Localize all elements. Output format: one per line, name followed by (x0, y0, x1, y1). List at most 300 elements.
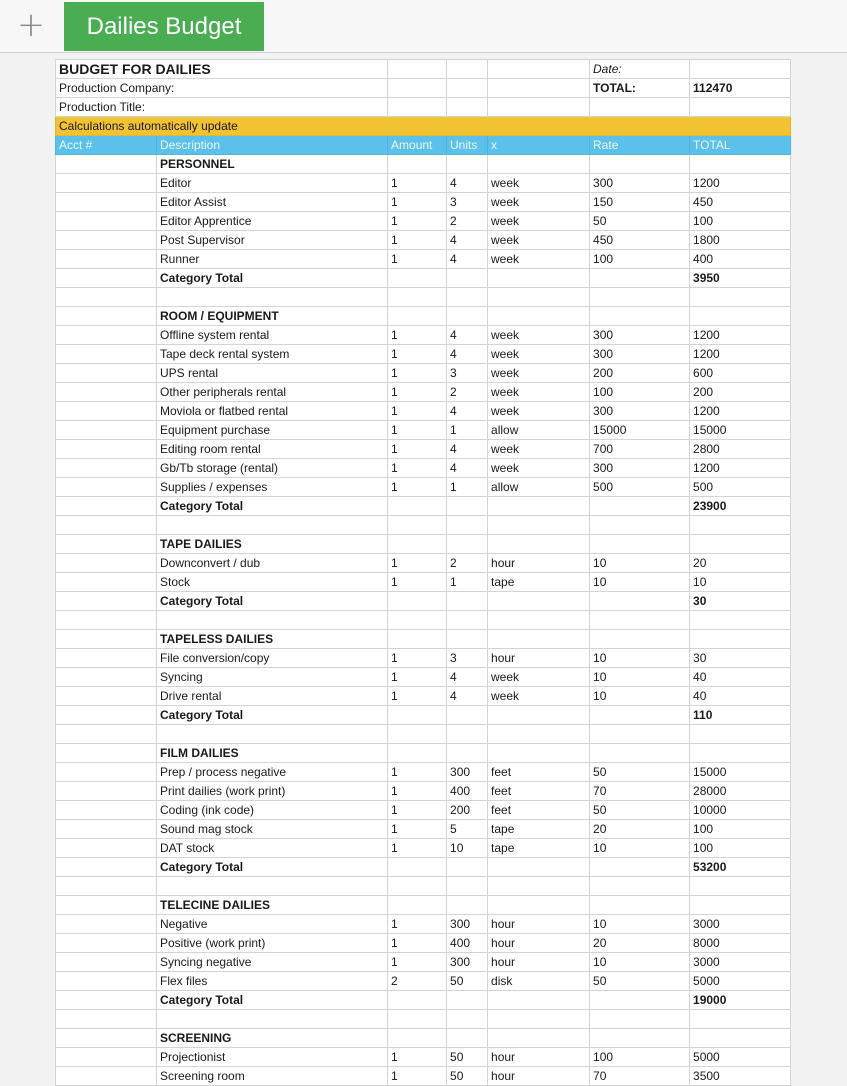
cell[interactable] (488, 896, 590, 915)
cell[interactable] (56, 516, 157, 535)
cell[interactable] (388, 60, 447, 79)
grand-total-value[interactable]: 112470 (690, 79, 791, 98)
item-rate[interactable]: 15000 (590, 421, 690, 440)
category-total-value[interactable]: 23900 (690, 497, 791, 516)
category-name[interactable]: FILM DAILIES (157, 744, 388, 763)
item-x[interactable]: week (488, 231, 590, 250)
cell[interactable] (388, 1029, 447, 1048)
cell[interactable] (690, 896, 791, 915)
cell[interactable] (488, 98, 590, 117)
item-amount[interactable]: 1 (388, 820, 447, 839)
item-units[interactable]: 300 (447, 953, 488, 972)
sheet-title[interactable]: BUDGET FOR DAILIES (56, 60, 388, 79)
cell[interactable] (690, 535, 791, 554)
acct-cell[interactable] (56, 953, 157, 972)
item-amount[interactable]: 1 (388, 782, 447, 801)
acct-cell[interactable] (56, 478, 157, 497)
cell[interactable] (590, 706, 690, 725)
cell[interactable] (388, 307, 447, 326)
cell[interactable] (388, 611, 447, 630)
cell[interactable] (157, 288, 388, 307)
item-x[interactable]: hour (488, 934, 590, 953)
item-total[interactable]: 5000 (690, 1048, 791, 1067)
item-description[interactable]: Moviola or flatbed rental (157, 402, 388, 421)
cell[interactable] (388, 592, 447, 611)
cell[interactable] (590, 288, 690, 307)
item-amount[interactable]: 1 (388, 915, 447, 934)
cell[interactable] (56, 1010, 157, 1029)
header-acct[interactable]: Acct # (56, 136, 157, 155)
cell[interactable] (590, 896, 690, 915)
item-x[interactable]: week (488, 440, 590, 459)
cell[interactable] (488, 288, 590, 307)
item-total[interactable]: 600 (690, 364, 791, 383)
cell[interactable] (447, 592, 488, 611)
item-rate[interactable]: 50 (590, 763, 690, 782)
item-total[interactable]: 8000 (690, 934, 791, 953)
date-label[interactable]: Date: (590, 60, 690, 79)
item-description[interactable]: Editing room rental (157, 440, 388, 459)
item-x[interactable]: hour (488, 554, 590, 573)
acct-cell[interactable] (56, 820, 157, 839)
item-rate[interactable]: 100 (590, 1048, 690, 1067)
item-amount[interactable]: 1 (388, 763, 447, 782)
item-rate[interactable]: 10 (590, 915, 690, 934)
cell[interactable] (388, 877, 447, 896)
item-units[interactable]: 50 (447, 972, 488, 991)
cell[interactable] (388, 744, 447, 763)
item-rate[interactable]: 700 (590, 440, 690, 459)
item-amount[interactable]: 1 (388, 573, 447, 592)
item-total[interactable]: 1200 (690, 402, 791, 421)
item-total[interactable]: 200 (690, 383, 791, 402)
item-description[interactable]: File conversion/copy (157, 649, 388, 668)
item-units[interactable]: 4 (447, 440, 488, 459)
item-x[interactable]: hour (488, 1048, 590, 1067)
header-total[interactable]: TOTAL (690, 136, 791, 155)
category-total-label[interactable]: Category Total (157, 592, 388, 611)
cell[interactable] (590, 516, 690, 535)
cell[interactable] (447, 98, 488, 117)
header-amount[interactable]: Amount (388, 136, 447, 155)
item-rate[interactable]: 450 (590, 231, 690, 250)
item-units[interactable]: 1 (447, 421, 488, 440)
cell[interactable] (590, 155, 690, 174)
cell[interactable] (447, 288, 488, 307)
item-units[interactable]: 400 (447, 782, 488, 801)
cell[interactable] (488, 535, 590, 554)
header-units[interactable]: Units (447, 136, 488, 155)
item-units[interactable]: 2 (447, 212, 488, 231)
item-rate[interactable]: 300 (590, 174, 690, 193)
cell[interactable] (388, 535, 447, 554)
item-total[interactable]: 10000 (690, 801, 791, 820)
acct-cell[interactable] (56, 345, 157, 364)
cell[interactable] (388, 269, 447, 288)
item-rate[interactable]: 500 (590, 478, 690, 497)
cell[interactable] (447, 516, 488, 535)
acct-cell[interactable] (56, 972, 157, 991)
cell[interactable] (488, 516, 590, 535)
cell[interactable] (590, 592, 690, 611)
item-rate[interactable]: 10 (590, 953, 690, 972)
header-description[interactable]: Description (157, 136, 388, 155)
category-name[interactable]: ROOM / EQUIPMENT (157, 307, 388, 326)
cell[interactable] (590, 1010, 690, 1029)
acct-cell[interactable] (56, 1029, 157, 1048)
item-rate[interactable]: 10 (590, 687, 690, 706)
cell[interactable] (590, 744, 690, 763)
cell[interactable] (590, 725, 690, 744)
acct-cell[interactable] (56, 744, 157, 763)
cell[interactable] (388, 858, 447, 877)
item-rate[interactable]: 10 (590, 668, 690, 687)
item-units[interactable]: 3 (447, 193, 488, 212)
item-x[interactable]: feet (488, 782, 590, 801)
item-amount[interactable]: 2 (388, 972, 447, 991)
cell[interactable] (447, 155, 488, 174)
item-x[interactable]: week (488, 668, 590, 687)
category-total-label[interactable]: Category Total (157, 269, 388, 288)
cell[interactable] (56, 611, 157, 630)
cell[interactable] (447, 630, 488, 649)
item-amount[interactable]: 1 (388, 687, 447, 706)
production-title-label[interactable]: Production Title: (56, 98, 388, 117)
item-units[interactable]: 10 (447, 839, 488, 858)
item-x[interactable]: week (488, 364, 590, 383)
category-name[interactable]: TAPE DAILIES (157, 535, 388, 554)
item-x[interactable]: week (488, 326, 590, 345)
cell[interactable] (488, 706, 590, 725)
cell[interactable] (447, 744, 488, 763)
item-x[interactable]: allow (488, 478, 590, 497)
item-description[interactable]: Projectionist (157, 1048, 388, 1067)
cell[interactable] (590, 497, 690, 516)
date-value-cell[interactable] (690, 60, 791, 79)
item-x[interactable]: week (488, 193, 590, 212)
item-x[interactable]: week (488, 174, 590, 193)
item-total[interactable]: 1800 (690, 231, 791, 250)
item-units[interactable]: 50 (447, 1067, 488, 1086)
item-description[interactable]: Editor (157, 174, 388, 193)
category-total-value[interactable]: 19000 (690, 991, 791, 1010)
item-description[interactable]: Flex files (157, 972, 388, 991)
item-rate[interactable]: 100 (590, 383, 690, 402)
item-x[interactable]: week (488, 459, 590, 478)
item-total[interactable]: 3500 (690, 1067, 791, 1086)
cell[interactable] (56, 877, 157, 896)
item-amount[interactable]: 1 (388, 649, 447, 668)
item-description[interactable]: Other peripherals rental (157, 383, 388, 402)
cell[interactable] (590, 98, 690, 117)
header-rate[interactable]: Rate (590, 136, 690, 155)
cell[interactable] (488, 1010, 590, 1029)
cell[interactable] (447, 497, 488, 516)
cell[interactable] (388, 1010, 447, 1029)
cell[interactable] (447, 307, 488, 326)
item-total[interactable]: 20 (690, 554, 791, 573)
cell[interactable] (488, 307, 590, 326)
item-description[interactable]: Post Supervisor (157, 231, 388, 250)
item-x[interactable]: hour (488, 1067, 590, 1086)
acct-cell[interactable] (56, 250, 157, 269)
item-description[interactable]: Runner (157, 250, 388, 269)
item-units[interactable]: 4 (447, 402, 488, 421)
cell[interactable] (590, 535, 690, 554)
item-amount[interactable]: 1 (388, 554, 447, 573)
add-sheet-button[interactable] (14, 5, 48, 45)
item-description[interactable]: Drive rental (157, 687, 388, 706)
cell[interactable] (690, 611, 791, 630)
acct-cell[interactable] (56, 269, 157, 288)
item-rate[interactable]: 150 (590, 193, 690, 212)
acct-cell[interactable] (56, 782, 157, 801)
item-rate[interactable]: 300 (590, 345, 690, 364)
item-amount[interactable]: 1 (388, 326, 447, 345)
acct-cell[interactable] (56, 326, 157, 345)
item-x[interactable]: hour (488, 953, 590, 972)
item-amount[interactable]: 1 (388, 364, 447, 383)
item-description[interactable]: DAT stock (157, 839, 388, 858)
acct-cell[interactable] (56, 193, 157, 212)
acct-cell[interactable] (56, 174, 157, 193)
acct-cell[interactable] (56, 383, 157, 402)
item-description[interactable]: Downconvert / dub (157, 554, 388, 573)
cell[interactable] (388, 630, 447, 649)
cell[interactable] (590, 1029, 690, 1048)
item-units[interactable]: 4 (447, 345, 488, 364)
item-description[interactable]: Sound mag stock (157, 820, 388, 839)
production-company-label[interactable]: Production Company: (56, 79, 388, 98)
cell[interactable] (590, 611, 690, 630)
cell[interactable] (157, 1010, 388, 1029)
item-amount[interactable]: 1 (388, 440, 447, 459)
category-total-value[interactable]: 110 (690, 706, 791, 725)
cell[interactable] (488, 60, 590, 79)
acct-cell[interactable] (56, 934, 157, 953)
cell[interactable] (388, 516, 447, 535)
acct-cell[interactable] (56, 440, 157, 459)
item-amount[interactable]: 1 (388, 478, 447, 497)
item-total[interactable]: 28000 (690, 782, 791, 801)
item-total[interactable]: 500 (690, 478, 791, 497)
item-description[interactable]: Syncing (157, 668, 388, 687)
cell[interactable] (447, 611, 488, 630)
item-description[interactable]: Tape deck rental system (157, 345, 388, 364)
item-x[interactable]: week (488, 212, 590, 231)
item-total[interactable]: 450 (690, 193, 791, 212)
item-x[interactable]: tape (488, 839, 590, 858)
item-description[interactable]: Stock (157, 573, 388, 592)
item-amount[interactable]: 1 (388, 231, 447, 250)
item-x[interactable]: week (488, 383, 590, 402)
cell[interactable] (388, 896, 447, 915)
item-description[interactable]: UPS rental (157, 364, 388, 383)
acct-cell[interactable] (56, 763, 157, 782)
cell[interactable] (590, 877, 690, 896)
item-units[interactable]: 400 (447, 934, 488, 953)
item-amount[interactable]: 1 (388, 345, 447, 364)
item-units[interactable]: 4 (447, 231, 488, 250)
cell[interactable] (690, 307, 791, 326)
cell[interactable] (447, 896, 488, 915)
cell[interactable] (488, 497, 590, 516)
item-x[interactable]: hour (488, 649, 590, 668)
item-rate[interactable]: 10 (590, 573, 690, 592)
item-x[interactable]: week (488, 687, 590, 706)
cell[interactable] (690, 1029, 791, 1048)
item-description[interactable]: Coding (ink code) (157, 801, 388, 820)
acct-cell[interactable] (56, 402, 157, 421)
item-description[interactable]: Syncing negative (157, 953, 388, 972)
item-rate[interactable]: 10 (590, 839, 690, 858)
item-amount[interactable]: 1 (388, 668, 447, 687)
acct-cell[interactable] (56, 535, 157, 554)
cell[interactable] (388, 155, 447, 174)
cell[interactable] (447, 877, 488, 896)
acct-cell[interactable] (56, 364, 157, 383)
item-amount[interactable]: 1 (388, 1048, 447, 1067)
item-amount[interactable]: 1 (388, 421, 447, 440)
cell[interactable] (690, 288, 791, 307)
cell[interactable] (488, 592, 590, 611)
acct-cell[interactable] (56, 630, 157, 649)
acct-cell[interactable] (56, 155, 157, 174)
item-x[interactable]: allow (488, 421, 590, 440)
cell[interactable] (388, 288, 447, 307)
cell[interactable] (488, 877, 590, 896)
item-description[interactable]: Supplies / expenses (157, 478, 388, 497)
item-description[interactable]: Prep / process negative (157, 763, 388, 782)
cell[interactable] (488, 744, 590, 763)
item-units[interactable]: 50 (447, 1048, 488, 1067)
cell[interactable] (56, 725, 157, 744)
acct-cell[interactable] (56, 839, 157, 858)
cell[interactable] (447, 79, 488, 98)
item-description[interactable]: Equipment purchase (157, 421, 388, 440)
cell[interactable] (388, 706, 447, 725)
item-total[interactable]: 100 (690, 212, 791, 231)
item-amount[interactable]: 1 (388, 934, 447, 953)
item-total[interactable]: 100 (690, 839, 791, 858)
item-total[interactable]: 3000 (690, 953, 791, 972)
cell[interactable] (690, 98, 791, 117)
item-description[interactable]: Editor Apprentice (157, 212, 388, 231)
item-rate[interactable]: 50 (590, 212, 690, 231)
cell[interactable] (157, 516, 388, 535)
acct-cell[interactable] (56, 896, 157, 915)
cell[interactable] (488, 1029, 590, 1048)
category-total-label[interactable]: Category Total (157, 858, 388, 877)
item-amount[interactable]: 1 (388, 801, 447, 820)
item-description[interactable]: Offline system rental (157, 326, 388, 345)
cell[interactable] (690, 155, 791, 174)
cell[interactable] (388, 725, 447, 744)
item-units[interactable]: 4 (447, 326, 488, 345)
acct-cell[interactable] (56, 1048, 157, 1067)
cell[interactable] (488, 611, 590, 630)
item-rate[interactable]: 70 (590, 1067, 690, 1086)
item-units[interactable]: 1 (447, 573, 488, 592)
item-total[interactable]: 1200 (690, 345, 791, 364)
acct-cell[interactable] (56, 592, 157, 611)
item-rate[interactable]: 20 (590, 934, 690, 953)
acct-cell[interactable] (56, 1067, 157, 1086)
item-units[interactable]: 2 (447, 554, 488, 573)
item-total[interactable]: 10 (690, 573, 791, 592)
cell[interactable] (488, 858, 590, 877)
calc-note[interactable]: Calculations automatically update (56, 117, 791, 136)
cell[interactable] (447, 1010, 488, 1029)
cell[interactable] (157, 877, 388, 896)
cell[interactable] (447, 706, 488, 725)
item-x[interactable]: week (488, 345, 590, 364)
item-total[interactable]: 1200 (690, 459, 791, 478)
cell[interactable] (447, 991, 488, 1010)
cell[interactable] (447, 725, 488, 744)
cell[interactable] (157, 725, 388, 744)
item-units[interactable]: 4 (447, 174, 488, 193)
cell[interactable] (590, 858, 690, 877)
cell[interactable] (388, 79, 447, 98)
cell[interactable] (447, 1029, 488, 1048)
item-units[interactable]: 4 (447, 668, 488, 687)
cell[interactable] (388, 98, 447, 117)
cell[interactable] (388, 497, 447, 516)
cell[interactable] (690, 744, 791, 763)
item-rate[interactable]: 10 (590, 649, 690, 668)
item-rate[interactable]: 300 (590, 326, 690, 345)
item-x[interactable]: feet (488, 763, 590, 782)
item-amount[interactable]: 1 (388, 250, 447, 269)
item-amount[interactable]: 1 (388, 459, 447, 478)
category-total-value[interactable]: 3950 (690, 269, 791, 288)
item-total[interactable]: 15000 (690, 421, 791, 440)
cell[interactable] (590, 269, 690, 288)
acct-cell[interactable] (56, 421, 157, 440)
item-units[interactable]: 300 (447, 763, 488, 782)
item-rate[interactable]: 50 (590, 972, 690, 991)
item-units[interactable]: 4 (447, 687, 488, 706)
item-units[interactable]: 4 (447, 459, 488, 478)
header-x[interactable]: x (488, 136, 590, 155)
cell[interactable] (488, 269, 590, 288)
item-rate[interactable]: 10 (590, 554, 690, 573)
sheet-tab-dailies-budget[interactable] (64, 2, 264, 51)
item-total[interactable]: 40 (690, 687, 791, 706)
item-units[interactable]: 2 (447, 383, 488, 402)
item-total[interactable]: 40 (690, 668, 791, 687)
item-x[interactable]: tape (488, 573, 590, 592)
item-amount[interactable]: 1 (388, 174, 447, 193)
item-units[interactable]: 3 (447, 364, 488, 383)
item-rate[interactable]: 300 (590, 402, 690, 421)
acct-cell[interactable] (56, 801, 157, 820)
item-rate[interactable]: 50 (590, 801, 690, 820)
item-description[interactable]: Negative (157, 915, 388, 934)
cell[interactable] (388, 991, 447, 1010)
item-description[interactable]: Editor Assist (157, 193, 388, 212)
item-x[interactable]: tape (488, 820, 590, 839)
category-name[interactable]: TELECINE DAILIES (157, 896, 388, 915)
item-amount[interactable]: 1 (388, 839, 447, 858)
item-description[interactable]: Print dailies (work print) (157, 782, 388, 801)
cell[interactable] (590, 630, 690, 649)
item-description[interactable]: Positive (work print) (157, 934, 388, 953)
item-x[interactable]: hour (488, 915, 590, 934)
item-units[interactable]: 3 (447, 649, 488, 668)
item-description[interactable]: Screening room (157, 1067, 388, 1086)
